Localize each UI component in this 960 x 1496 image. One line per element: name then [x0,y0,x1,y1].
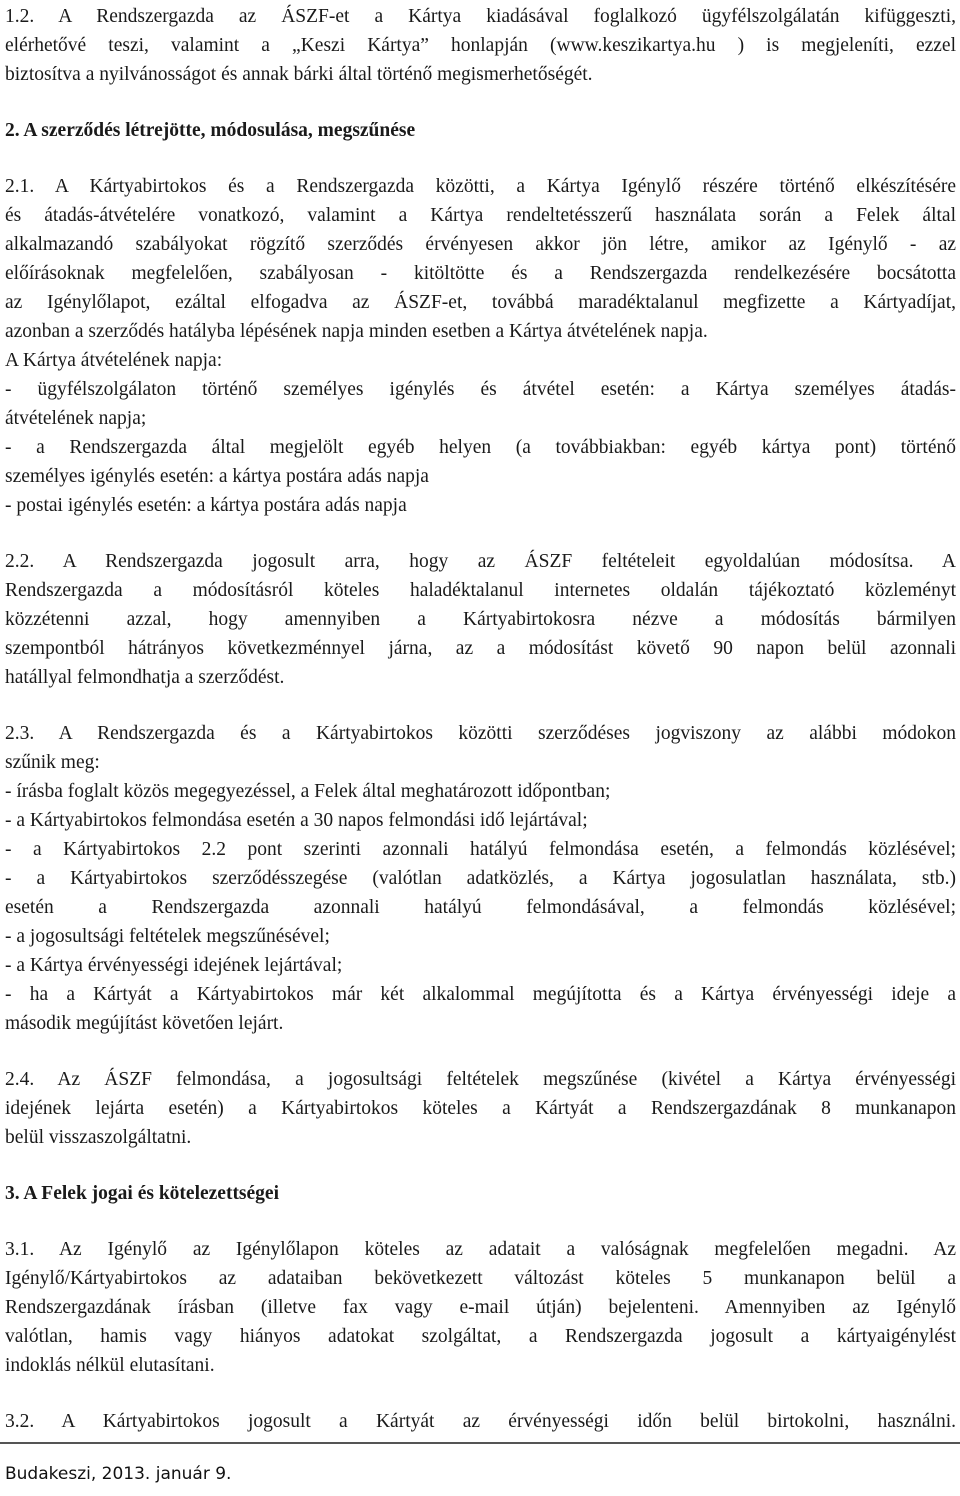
text-line: - írásba foglalt közös megegyezéssel, a Felek által meghatározott időpontban; [5,781,611,802]
text-line: - a Kártya érvényességi idejének lejártával; [5,955,343,976]
paragraph [5,2,956,89]
text-line: 2.1. A Kártyabirtokos és a Rendszergazda közötti, a Kártya Igénylő részére történő elkészítésére [5,176,956,197]
text-line: 3.2. A Kártyabirtokos jogosult a Kártyát az érvényességi időn belül birtokolni, használni. [5,1411,956,1432]
text-line: 2.3. A Rendszergazda és a Kártyabirtokos közötti szerződéses jogviszony az alábbi módokon [5,723,956,744]
paragraph [5,1407,956,1436]
text-line: - a Rendszergazda által megjelölt egyéb helyen (a továbbiakban: egyéb kártya pont) történő [5,437,956,458]
text-line: szempontból hátrányos következménnyel járna, az a módosítást követő 90 napon belül azonnali [5,638,956,659]
text-line: - postai igénylés esetén: a kártya postára adás napja [5,495,407,516]
text-line: 1.2. A Rendszergazda az ÁSZF-et a Kártya kiadásával foglalkozó ügyfélszolgálatán kifüggeszti, [5,6,956,27]
text-line: Igénylő/Kártyabirtokos az adataiban bekövetkezett változást köteles 5 munkanapon belül a [5,1268,956,1289]
paragraph [5,547,956,692]
paragraph-spacer [5,1380,956,1407]
text-line: valótlan, hamis vagy hiányos adatokat szolgáltat, a Rendszergazda jogosult a kártyaigénylést [5,1326,956,1347]
text-line: - a Kártyabirtokos 2.2 pont szerinti azonnali hatályú felmondása esetén, a felmondás közlésével; [5,839,956,860]
paragraph [5,172,956,520]
text-line: azonban a szerződés hatályba lépésének napja minden esetben a Kártya átvételének napja. [5,321,708,342]
text-line: - a Kártyabirtokos felmondása esetén a 30 napos felmondási idő lejártával; [5,810,588,831]
text-line: biztosítva a nyilvánosságot és annak bárki által történő megismerhetőségét. [5,64,593,85]
text-line: elérhetővé teszi, valamint a „Keszi Kártya” honlapján (www.keszikartya.hu ) is megjeleníti, ezzel [5,35,956,56]
text-line: átvételének napja; [5,408,147,429]
paragraph-spacer [5,520,956,547]
text-line: 2.2. A Rendszergazda jogosult arra, hogy az ÁSZF feltételeit egyoldalúan módosítsa. A [5,551,956,572]
text-line: Rendszergazdának írásban (illetve fax vagy e-mail útján) bejelenteni. Amennyiben az Igénylő [5,1297,956,1318]
text-line: belül visszaszolgáltatni. [5,1127,192,1148]
text-line: az Igénylőlapot, ezáltal elfogadva az ÁSZF-et, továbbá maradéktalanul megfizette a Kártyadíjat, [5,292,956,313]
text-line: - ha a Kártyát a Kártyabirtokos már két alkalommal megújította és a Kártya érvényességi ideje a [5,984,956,1005]
text-line: - a jogosultsági feltételek megszűnésével; [5,926,330,947]
paragraph-spacer [5,145,956,172]
paragraph [5,719,956,1038]
text-line: 2.4. Az ÁSZF felmondása, a jogosultsági feltételek megszűnése (kivétel a Kártya érvényességi [5,1069,956,1090]
text-line: Rendszergazda a módosításról köteles haladéktalanul internetes oldalán tájékoztató közleményt [5,580,956,601]
section-heading: 2. A szerződés létrejötte, módosulása, megszűnése [5,120,416,141]
text-line: hatállyal felmondhatja a szerződést. [5,667,285,688]
paragraph-spacer [5,1038,956,1065]
text-line: közzétenni azzal, hogy amennyiben a Kártyabirtokosra nézve a módosítás bármilyen [5,609,956,630]
paragraph-spacer [5,692,956,719]
document-page [5,2,956,1436]
text-line: személyes igénylés esetén: a kártya postára adás napja [5,466,429,487]
section-heading: 3. A Felek jogai és kötelezettségei [5,1183,279,1204]
text-line: szűnik meg: [5,752,100,773]
text-line: előírásoknak megfelelően, szabályosan - kitöltötte és a Rendszergazda rendelkezésére bocsátotta [5,263,956,284]
paragraph [5,1065,956,1152]
text-line: - a Kártyabirtokos szerződésszegése (valótlan adatközlés, a Kártya jogosulatlan használata, stb.) [5,868,956,889]
text-line: második megújítást követően lejárt. [5,1013,284,1034]
text-line: A Kártya átvételének napja: [5,350,223,371]
footer-place-date: Budakeszi, 2013. január 9. [5,1464,232,1484]
text-line: esetén a Rendszergazda azonnali hatályú felmondásával, a felmondás közlésével; [5,897,956,918]
text-line: - ügyfélszolgálaton történő személyes igénylés és átvétel esetén: a Kártya személyes átadás- [5,379,956,400]
paragraph-spacer [5,1152,956,1179]
text-line: és átadás-átvételére vonatkozó, valamint a Kártya rendeltetésszerű használata során a Felek által [5,205,956,226]
paragraph-spacer [5,89,956,116]
text-line: alkalmazandó szabályokat rögzítő szerződés érvényesen akkor jön létre, amikor az Igénylő - az [5,234,956,255]
text-line: 3.1. Az Igénylő az Igénylőlapon köteles az adatait a valóságnak megfelelően megadni. Az [5,1239,956,1260]
text-line: idejének lejárta esetén) a Kártyabirtokos köteles a Kártyát a Rendszergazdának 8 munkanapon [5,1098,956,1119]
footer-divider [0,1442,960,1444]
paragraph-spacer [5,1208,956,1235]
paragraph [5,1235,956,1380]
text-line: indoklás nélkül elutasítani. [5,1355,215,1376]
